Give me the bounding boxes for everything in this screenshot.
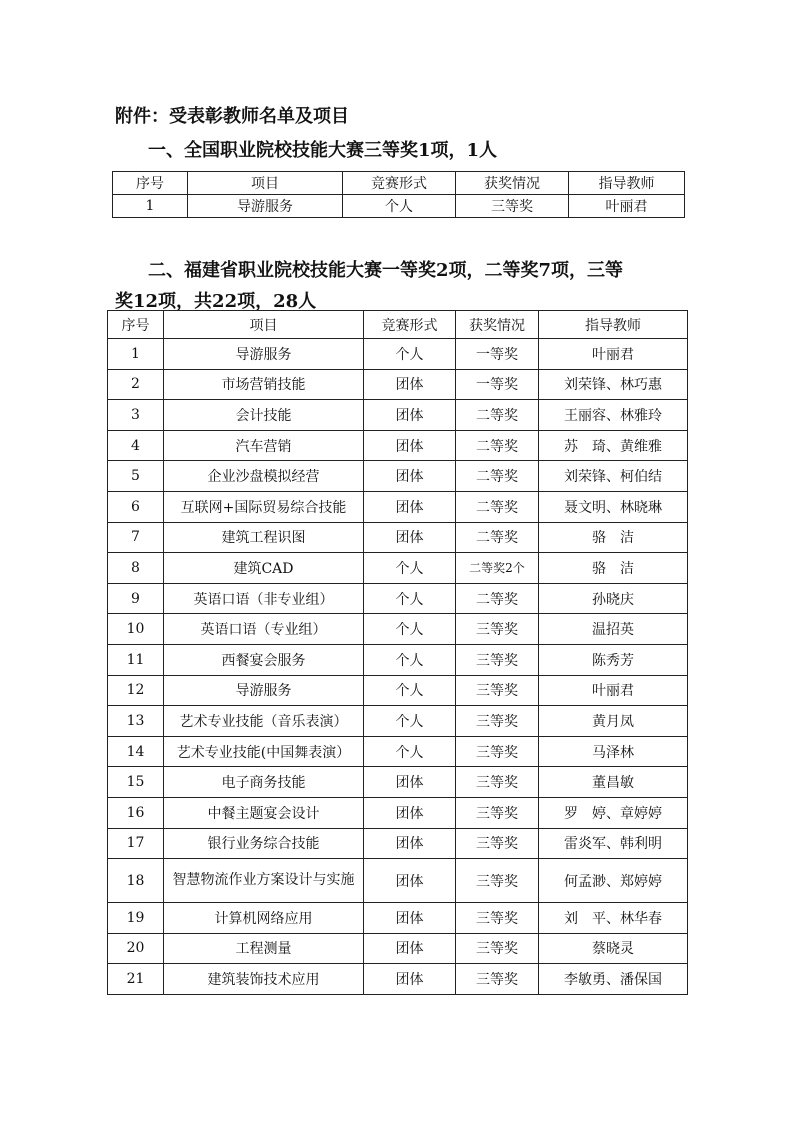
header-award: 获奖情况	[456, 172, 569, 195]
cell-teacher: 刘 平、林华春	[539, 903, 688, 934]
cell-teacher: 孙晓庆	[539, 583, 688, 614]
cell-award: 一等奖	[456, 369, 539, 400]
cell-award: 三等奖	[456, 644, 539, 675]
cell-format: 团体	[364, 400, 456, 431]
cell-index: 8	[108, 553, 164, 584]
cell-project: 工程测量	[164, 933, 364, 964]
cell-teacher: 叶丽君	[539, 675, 688, 706]
cell-index: 17	[108, 828, 164, 859]
cell-teacher: 温招英	[539, 614, 688, 645]
cell-format: 团体	[364, 522, 456, 553]
table-row	[108, 461, 688, 492]
table-row	[108, 644, 688, 675]
cell-format: 个人	[364, 706, 456, 737]
table-row	[108, 430, 688, 461]
cell-project: 英语口语（非专业组）	[164, 583, 364, 614]
cell-project: 中餐主题宴会设计	[164, 797, 364, 828]
cell-project: 计算机网络应用	[164, 903, 364, 934]
cell-project: 市场营销技能	[164, 369, 364, 400]
national-award-table	[112, 171, 685, 218]
cell-teacher: 刘荣锋、柯伯结	[539, 461, 688, 492]
cell-teacher: 王丽容、林雅玲	[539, 400, 688, 431]
cell-format: 个人	[364, 614, 456, 645]
cell-teacher: 何孟渺、郑婷婷	[539, 859, 688, 903]
cell-award: 二等奖	[456, 430, 539, 461]
cell-index: 1	[108, 339, 164, 370]
cell-format: 个人	[364, 675, 456, 706]
cell-award: 三等奖	[456, 614, 539, 645]
cell-index: 18	[108, 859, 164, 903]
section2-title-line2: 奖12项，共22项，28人	[115, 291, 317, 312]
cell-teacher: 叶丽君	[569, 195, 685, 218]
cell-project: 银行业务综合技能	[164, 828, 364, 859]
cell-format: 团体	[364, 461, 456, 492]
cell-project: 艺术专业技能(中国舞表演）	[164, 736, 364, 767]
table-row	[108, 553, 688, 584]
cell-format: 个人	[364, 339, 456, 370]
cell-project: 互联网+国际贸易综合技能	[164, 491, 364, 522]
cell-project: 艺术专业技能（音乐表演）	[164, 706, 364, 737]
cell-teacher: 黄月凤	[539, 706, 688, 737]
header-teacher: 指导教师	[569, 172, 685, 195]
cell-teacher: 骆 洁	[539, 522, 688, 553]
cell-project: 电子商务技能	[164, 767, 364, 798]
cell-index: 19	[108, 903, 164, 934]
table-row	[108, 614, 688, 645]
section1-title: 一、全国职业院校技能大赛三等奖1项，1人	[148, 140, 498, 161]
cell-award: 三等奖	[456, 903, 539, 934]
cell-format: 团体	[364, 903, 456, 934]
cell-index: 11	[108, 644, 164, 675]
cell-project: 英语口语（专业组）	[164, 614, 364, 645]
cell-format: 团体	[364, 828, 456, 859]
cell-award: 三等奖	[456, 736, 539, 767]
cell-format: 个人	[364, 553, 456, 584]
cell-teacher: 董昌敏	[539, 767, 688, 798]
cell-format: 个人	[364, 644, 456, 675]
header-format: 竞赛形式	[343, 172, 456, 195]
cell-award: 三等奖	[456, 706, 539, 737]
cell-teacher: 刘荣锋、林巧惠	[539, 369, 688, 400]
cell-format: 团体	[364, 964, 456, 995]
cell-format: 团体	[364, 797, 456, 828]
cell-teacher: 叶丽君	[539, 339, 688, 370]
cell-project: 西餐宴会服务	[164, 644, 364, 675]
table-row	[108, 583, 688, 614]
table-header-row	[113, 172, 685, 195]
cell-award: 三等奖	[456, 195, 569, 218]
cell-award: 三等奖	[456, 964, 539, 995]
cell-index: 12	[108, 675, 164, 706]
cell-project: 企业沙盘模拟经营	[164, 461, 364, 492]
cell-format: 团体	[364, 933, 456, 964]
cell-index: 14	[108, 736, 164, 767]
cell-award: 二等奖	[456, 522, 539, 553]
table-row	[108, 964, 688, 995]
cell-award: 三等奖	[456, 797, 539, 828]
table-row	[108, 933, 688, 964]
table-row	[108, 767, 688, 798]
table-row	[108, 828, 688, 859]
table-row	[108, 522, 688, 553]
table-row	[108, 491, 688, 522]
cell-teacher: 雷炎军、韩利明	[539, 828, 688, 859]
table-row	[108, 400, 688, 431]
table-row	[108, 736, 688, 767]
cell-project: 导游服务	[188, 195, 343, 218]
cell-project: 建筑CAD	[164, 553, 364, 584]
cell-index: 13	[108, 706, 164, 737]
cell-project: 建筑装饰技术应用	[164, 964, 364, 995]
cell-index: 16	[108, 797, 164, 828]
header-award: 获奖情况	[456, 311, 539, 339]
cell-teacher: 马泽林	[539, 736, 688, 767]
cell-format: 个人	[364, 736, 456, 767]
cell-award: 三等奖	[456, 767, 539, 798]
table-row	[108, 797, 688, 828]
cell-teacher: 蔡晓灵	[539, 933, 688, 964]
cell-award: 三等奖	[456, 933, 539, 964]
cell-index: 9	[108, 583, 164, 614]
attachment-title: 附件：受表彰教师名单及项目	[115, 106, 349, 127]
cell-index: 5	[108, 461, 164, 492]
table-row	[108, 675, 688, 706]
cell-format: 团体	[364, 491, 456, 522]
cell-format: 个人	[364, 583, 456, 614]
cell-format: 团体	[364, 859, 456, 903]
table-row	[108, 369, 688, 400]
cell-index: 2	[108, 369, 164, 400]
cell-teacher: 陈秀芳	[539, 644, 688, 675]
cell-index: 7	[108, 522, 164, 553]
table-row	[113, 195, 685, 218]
cell-award: 二等奖	[456, 400, 539, 431]
header-project: 项目	[164, 311, 364, 339]
cell-teacher: 罗 婷、章婷婷	[539, 797, 688, 828]
cell-award: 二等奖	[456, 491, 539, 522]
cell-project: 导游服务	[164, 339, 364, 370]
table-row	[108, 903, 688, 934]
cell-teacher: 聂文明、林晓琳	[539, 491, 688, 522]
section2-title-line1: 二、福建省职业院校技能大赛一等奖2项，二等奖7项，三等	[148, 260, 624, 281]
cell-award: 二等奖	[456, 461, 539, 492]
cell-index: 10	[108, 614, 164, 645]
cell-index: 1	[113, 195, 188, 218]
header-index: 序号	[113, 172, 188, 195]
cell-index: 21	[108, 964, 164, 995]
cell-format: 团体	[364, 430, 456, 461]
table-row	[108, 706, 688, 737]
cell-project: 导游服务	[164, 675, 364, 706]
cell-project: 汽车营销	[164, 430, 364, 461]
cell-index: 3	[108, 400, 164, 431]
cell-award: 三等奖	[456, 675, 539, 706]
cell-format: 个人	[343, 195, 456, 218]
cell-award: 一等奖	[456, 339, 539, 370]
cell-format: 团体	[364, 767, 456, 798]
cell-index: 6	[108, 491, 164, 522]
cell-teacher: 苏 琦、黄维雅	[539, 430, 688, 461]
table-row	[108, 859, 688, 903]
cell-project: 会计技能	[164, 400, 364, 431]
table-header-row	[108, 311, 688, 339]
header-teacher: 指导教师	[539, 311, 688, 339]
provincial-award-table	[107, 310, 688, 995]
header-project: 项目	[188, 172, 343, 195]
cell-award: 三等奖	[456, 828, 539, 859]
cell-award: 二等奖2个	[456, 553, 539, 584]
cell-award: 二等奖	[456, 583, 539, 614]
cell-project: 建筑工程识图	[164, 522, 364, 553]
cell-project: 智慧物流作业方案设计与实施	[164, 859, 364, 903]
header-index: 序号	[108, 311, 164, 339]
cell-index: 20	[108, 933, 164, 964]
cell-teacher: 骆 洁	[539, 553, 688, 584]
cell-award: 三等奖	[456, 859, 539, 903]
cell-format: 团体	[364, 369, 456, 400]
header-format: 竞赛形式	[364, 311, 456, 339]
table-row	[108, 339, 688, 370]
cell-teacher: 李敏勇、潘保国	[539, 964, 688, 995]
cell-index: 15	[108, 767, 164, 798]
cell-index: 4	[108, 430, 164, 461]
